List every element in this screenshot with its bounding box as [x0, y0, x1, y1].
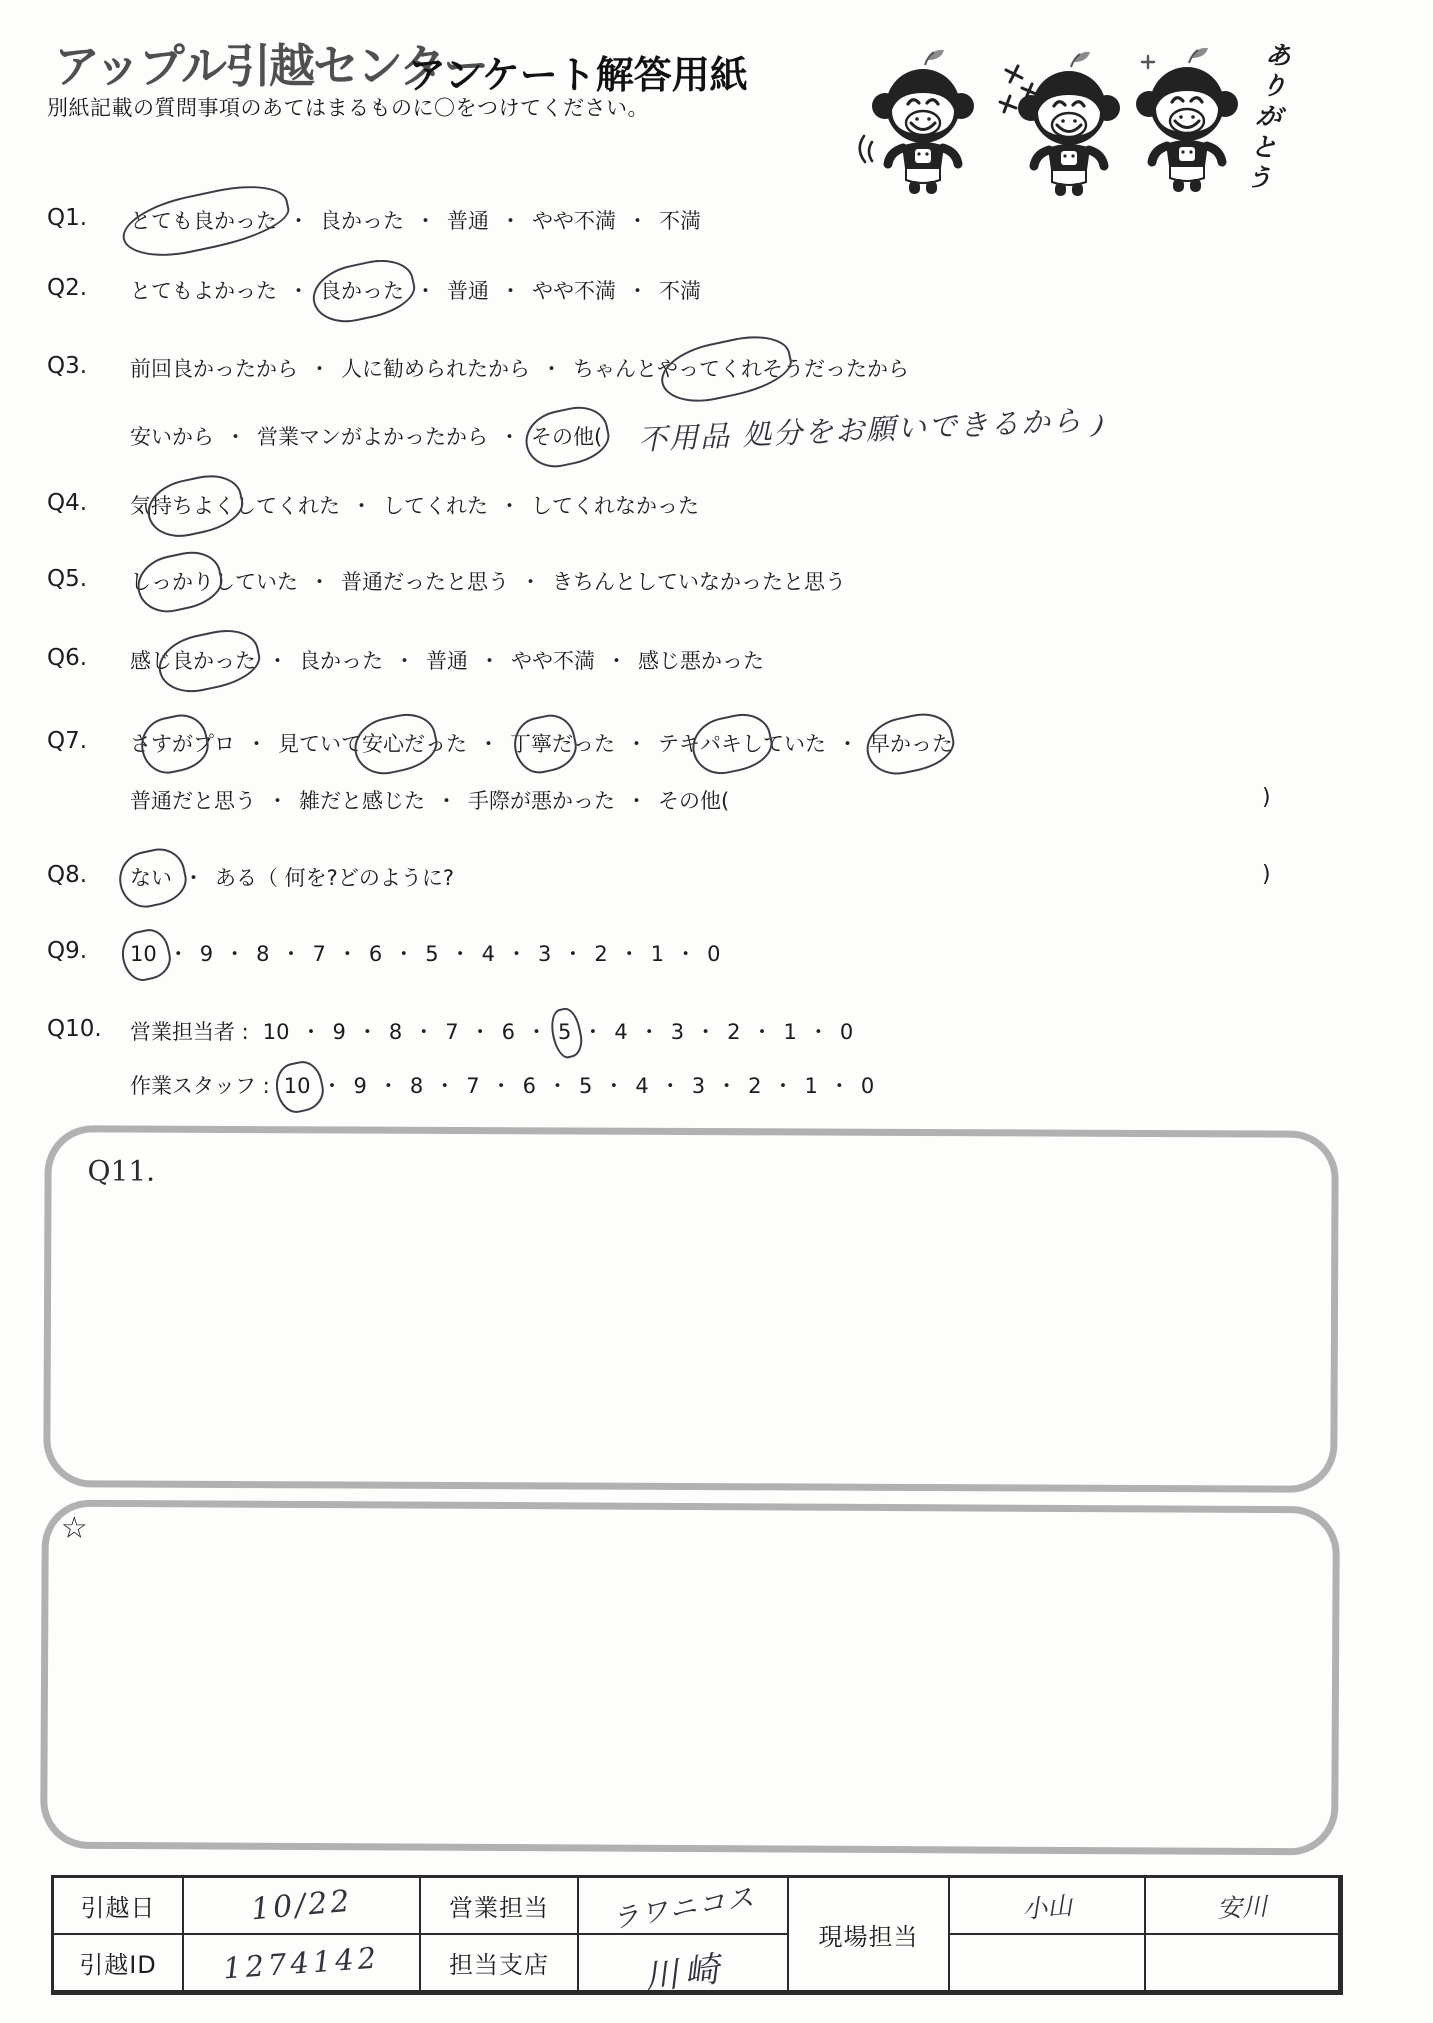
question-line [0, 275, 1433, 309]
star-icon: ☆ [60, 1510, 88, 1546]
empty-cell [1146, 1935, 1340, 1992]
answer-option: その他( [531, 421, 602, 451]
answer-option: 4 [481, 942, 495, 966]
option-separator: ・ [828, 1074, 850, 1098]
question-line [0, 353, 1433, 387]
monkey-mascots-illustration [856, 40, 1296, 210]
answer-options [130, 938, 720, 968]
answer-option: 9 [332, 1020, 346, 1044]
option-separator: ・ [351, 494, 372, 518]
closing-paren: ) [1262, 785, 1271, 810]
option-separator: ・ [434, 1074, 456, 1098]
answer-option: 安いから [130, 425, 214, 449]
option-separator: ・ [603, 1074, 625, 1098]
option-separator: ・ [807, 1020, 829, 1044]
option-separator: ・ [280, 942, 302, 966]
sales-rep-label-cell: 営業担当 [421, 1878, 579, 1935]
option-group-label: 作業スタッフ : [130, 1074, 270, 1098]
answer-option: 8 [256, 942, 270, 966]
move-date-value-cell [184, 1878, 421, 1935]
option-separator: ・ [415, 209, 436, 233]
branch-value-cell [579, 1935, 789, 1999]
option-separator: ・ [469, 1020, 491, 1044]
option-separator: ・ [267, 789, 288, 813]
answer-option: 気持ちよくしてくれた [130, 490, 340, 520]
question-label: Q8. [47, 862, 88, 888]
option-separator: ・ [837, 732, 858, 756]
move-id-label-cell: 引越ID [54, 1935, 184, 1992]
q11-label: Q11. [87, 1154, 156, 1188]
question-line [0, 566, 1433, 600]
answer-option: 4 [635, 1074, 649, 1098]
answer-option: 5 [425, 942, 439, 966]
answer-option: 10 [130, 942, 157, 966]
question-line [0, 490, 1433, 524]
answer-option: 0 [707, 942, 721, 966]
option-separator: ・ [436, 789, 457, 813]
option-separator: ・ [751, 1020, 773, 1044]
answer-option: 1 [783, 1020, 797, 1044]
answer-option: 不満 [659, 279, 701, 303]
option-separator: ・ [772, 1074, 794, 1098]
answer-option: やや不満 [532, 209, 616, 233]
answer-option: 5 [578, 1074, 593, 1098]
answer-option: 見ていて安心だった [278, 728, 467, 758]
answer-option: 早かった [869, 728, 953, 758]
option-separator: ・ [478, 732, 499, 756]
question-line [0, 862, 1433, 896]
option-separator: ・ [309, 570, 330, 594]
monkey-mascot [1018, 52, 1120, 196]
option-separator: ・ [336, 942, 358, 966]
option-separator: ・ [246, 732, 267, 756]
answer-option: 8 [388, 1020, 403, 1044]
branch-handwritten-value: 川崎 [641, 1948, 728, 1999]
answer-option: 3 [537, 942, 552, 966]
answer-option: 3 [670, 1020, 685, 1044]
option-separator: ・ [394, 649, 415, 673]
answer-option: やや不満 [511, 649, 595, 673]
option-separator: ・ [300, 1020, 322, 1044]
answer-options [130, 490, 699, 520]
answer-option: 感じ良かった [130, 645, 256, 675]
answer-option: その他( [658, 789, 730, 813]
option-separator: ・ [225, 425, 246, 449]
site-staff-value-cell-2 [1146, 1878, 1340, 1935]
answer-option: 1 [804, 1074, 818, 1098]
option-separator: ・ [618, 942, 640, 966]
answer-option: きちんとしていなかったと思う [552, 570, 846, 594]
option-separator: ・ [626, 789, 647, 813]
question-label: Q3. [47, 353, 88, 379]
option-separator: ・ [695, 1020, 717, 1044]
option-separator: ・ [500, 279, 521, 303]
option-separator: ・ [675, 942, 697, 966]
handwritten-answer: 不用品 処分をお願いできるから [637, 403, 1084, 457]
answer-option: 普通だったと思う [341, 570, 509, 594]
question-label: Q1. [47, 205, 88, 231]
move-id-handwritten-value: 1274142 [221, 1940, 382, 1985]
answer-option: 7 [312, 942, 326, 966]
option-separator: ・ [500, 209, 521, 233]
answer-option: 4 [614, 1020, 628, 1044]
answer-option: 普通 [447, 279, 489, 303]
answer-options [130, 645, 764, 675]
answer-option: 8 [409, 1074, 424, 1098]
answer-option: 人に勧められたから [341, 357, 530, 381]
answer-options [130, 785, 729, 815]
answer-option: 良かった [299, 649, 383, 673]
question-label: Q10. [47, 1016, 102, 1042]
option-separator: ・ [627, 279, 648, 303]
option-separator: ・ [288, 209, 309, 233]
answer-option: 営業マンがよかったから [257, 425, 488, 449]
answer-option: 丁寧だった [510, 728, 615, 758]
site-staff-handwritten-value-2: 安川 [1216, 1891, 1268, 1923]
closing-paren: ) [1262, 862, 1271, 887]
answer-option: してくれなかった [531, 494, 699, 518]
option-separator: ・ [499, 494, 520, 518]
answer-option: 良かった [320, 209, 404, 233]
option-group-label: 営業担当者 : [130, 1020, 249, 1044]
option-separator: ・ [499, 425, 520, 449]
move-date-label-cell: 引越日 [54, 1878, 184, 1935]
answer-options [130, 403, 1107, 457]
question-line [0, 728, 1433, 762]
question-line [0, 403, 1433, 457]
answer-options [130, 566, 846, 596]
answer-option: ない [130, 862, 172, 892]
sheet-title: アンケート解答用紙 [408, 53, 748, 97]
option-separator: ・ [716, 1074, 738, 1098]
answer-option: 6 [368, 942, 383, 966]
answer-option: 2 [727, 1020, 741, 1044]
answer-option: 1 [650, 942, 665, 966]
answer-options [130, 1070, 874, 1100]
option-separator: ・ [505, 942, 527, 966]
question-label: Q6. [47, 645, 88, 671]
option-separator: ・ [288, 279, 309, 303]
answer-options [130, 353, 909, 383]
answer-option: 感じ悪かった [638, 649, 764, 673]
answer-option: 0 [860, 1074, 875, 1098]
answer-option: 0 [839, 1020, 854, 1044]
option-separator: ・ [627, 209, 648, 233]
question-line [0, 645, 1433, 679]
answer-option: 雑だと感じた [299, 789, 425, 813]
answer-option: 7 [466, 1074, 480, 1098]
option-separator: ・ [479, 649, 500, 673]
site-staff-label-cell: 現場担当 [789, 1878, 950, 1992]
question-label: Q2. [47, 275, 88, 301]
answer-option: 9 [199, 942, 214, 966]
question-line [0, 1070, 1433, 1104]
branch-label-cell: 担当支店 [421, 1935, 579, 1992]
answer-option: ちゃんとやってくれそうだったから [573, 353, 909, 383]
company-logo: アップル引越センター [54, 39, 488, 93]
option-separator: ・ [224, 942, 246, 966]
answer-option: とてもよかった [130, 279, 277, 303]
answer-options [130, 862, 454, 892]
option-separator: ・ [582, 1020, 604, 1044]
free-response-box-q11 [43, 1125, 1339, 1493]
question-line [0, 785, 1433, 819]
answer-option: 9 [353, 1074, 367, 1098]
answer-option: 3 [691, 1074, 706, 1098]
question-line [0, 938, 1433, 972]
answer-option: 6 [501, 1020, 515, 1044]
answer-options [130, 205, 701, 235]
option-separator: ・ [541, 357, 562, 381]
question-label: Q9. [47, 938, 88, 964]
option-separator: ・ [377, 1074, 399, 1098]
option-separator: ・ [167, 942, 189, 966]
answer-option: 5 [558, 1020, 571, 1044]
answer-option: 前回良かったから [130, 357, 298, 381]
option-separator: ・ [659, 1074, 681, 1098]
answer-option: 普通 [426, 649, 468, 673]
footer-table [51, 1875, 1343, 1999]
answer-options [130, 275, 701, 305]
free-response-box-star [40, 1500, 1340, 1856]
answer-option: 普通 [447, 209, 489, 233]
question-label: Q4. [47, 490, 88, 516]
wave-motion-lines [860, 136, 872, 162]
option-separator: ・ [606, 649, 627, 673]
option-separator: ・ [638, 1020, 660, 1044]
move-id-value-cell [184, 1935, 421, 1992]
question-label: Q5. [47, 566, 88, 592]
answer-option: 手際が悪かった [468, 789, 615, 813]
handwritten-close-paren: ) [1090, 410, 1107, 442]
option-separator: ・ [562, 942, 584, 966]
answer-option: しっかりしていた [130, 566, 298, 596]
question-line [0, 1016, 1433, 1050]
answer-options [130, 728, 953, 758]
answer-option: 不満 [659, 209, 701, 233]
thanks-handwritten-note: ありがとう [1239, 38, 1293, 197]
option-separator: ・ [490, 1074, 512, 1098]
option-separator: ・ [321, 1074, 343, 1098]
option-separator: ・ [415, 279, 436, 303]
option-separator: ・ [183, 866, 204, 890]
site-staff-handwritten-value-1: 小山 [1020, 1890, 1074, 1924]
answer-option: 2 [748, 1074, 762, 1098]
move-date-handwritten-value: 10/22 [249, 1883, 354, 1928]
option-separator: ・ [393, 942, 415, 966]
answer-options [130, 1016, 853, 1046]
option-separator: ・ [546, 1074, 568, 1098]
answer-option: とても良かった [130, 205, 277, 235]
answer-option: 10 [284, 1074, 311, 1098]
answer-option: さすがプロ [130, 728, 235, 758]
monkey-mascots-drawing [856, 40, 1296, 210]
empty-cell [950, 1935, 1146, 1992]
option-separator: ・ [520, 570, 541, 594]
answer-option: 10 [262, 1020, 290, 1044]
answer-option: 普通だと思う [130, 789, 256, 813]
answer-option: 7 [445, 1020, 459, 1044]
sales-rep-handwritten-value: ラワニコス [609, 1881, 758, 1936]
option-separator: ・ [449, 942, 471, 966]
answer-option: 2 [594, 942, 608, 966]
monkey-mascot [872, 50, 974, 194]
site-staff-value-cell-1 [950, 1878, 1146, 1935]
question-label: Q7. [47, 728, 88, 754]
option-separator: ・ [626, 732, 647, 756]
monkey-mascot [1136, 48, 1238, 192]
answer-option: テキパキしていた [658, 728, 826, 758]
option-separator: ・ [267, 649, 288, 673]
option-separator: ・ [309, 357, 330, 381]
answer-option: 6 [522, 1074, 536, 1098]
answer-option: やや不満 [532, 279, 616, 303]
option-separator: ・ [526, 1020, 547, 1044]
sales-rep-value-cell [579, 1878, 789, 1935]
option-separator: ・ [356, 1020, 378, 1044]
question-line [0, 205, 1433, 239]
answer-option: してくれた [383, 494, 488, 518]
answer-option: ある（ 何を?どのように? [215, 866, 454, 890]
option-separator: ・ [413, 1020, 435, 1044]
instruction-text: 別紙記載の質問事項のあてはまるものに〇をつけてください。 [47, 96, 649, 120]
answer-option: 良かった [320, 275, 404, 305]
